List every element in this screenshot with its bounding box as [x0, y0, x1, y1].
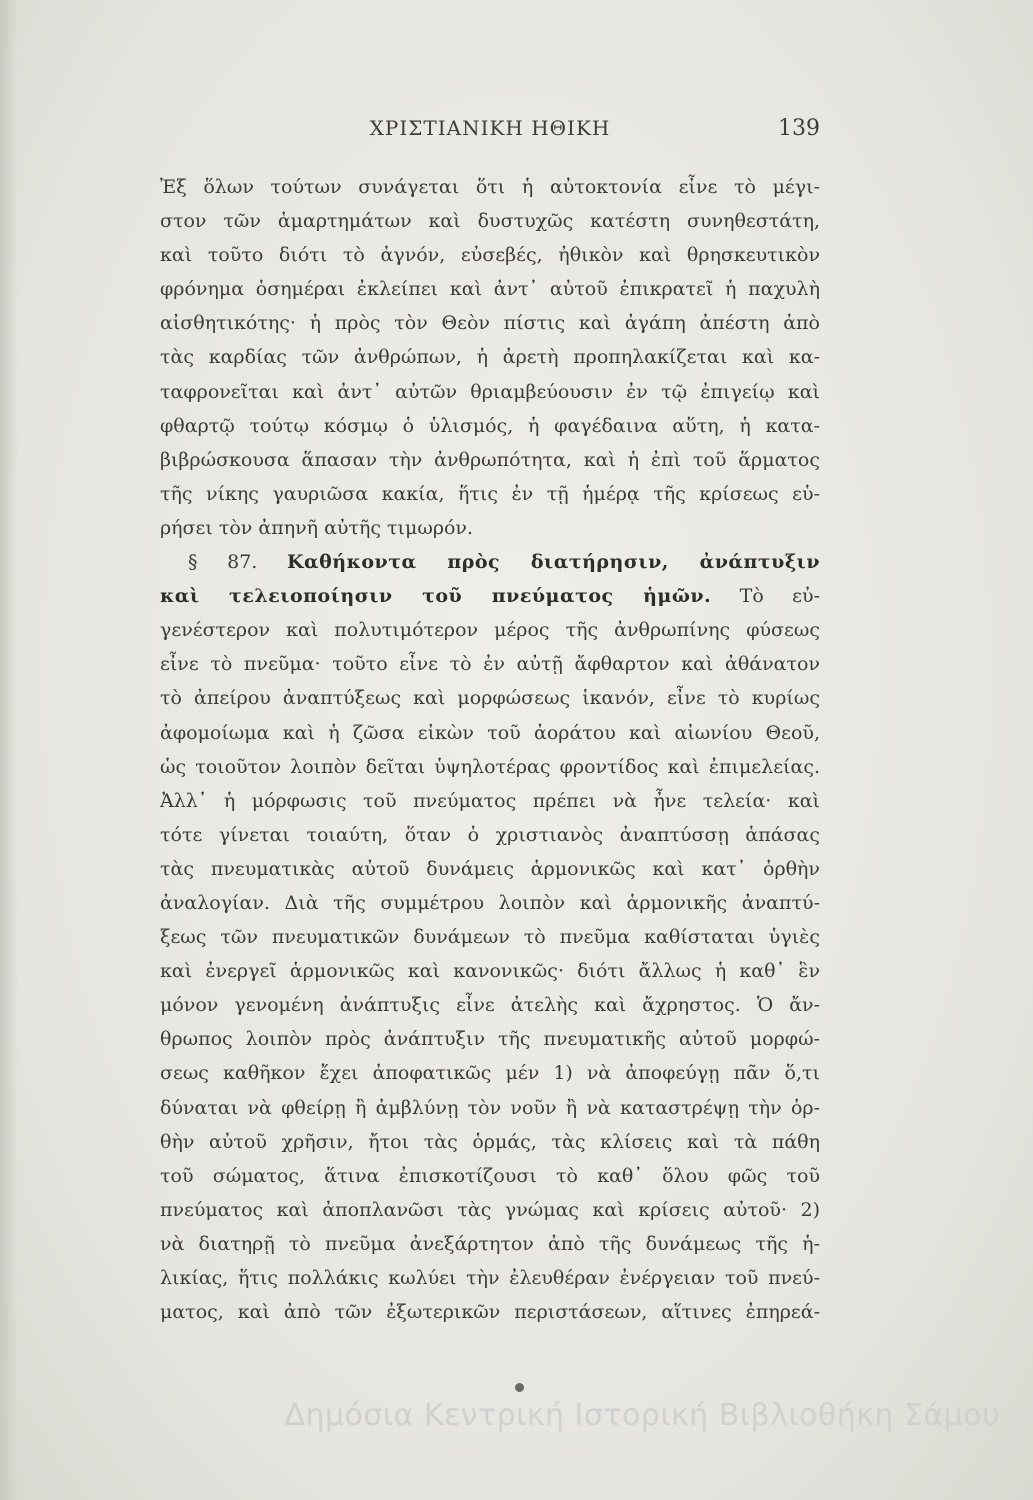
text-line: καὶ ἐνεργεῖ ἁρμονικῶς καὶ κανονικῶς· διότι ἄλλως ἡ καθ᾽ ἓν [160, 960, 820, 983]
text-line: καὶ τοῦτο διότι τὸ ἁγνόν, εὐσεβές, ἠθικὸν καὶ θρησκευτικὸν [160, 244, 820, 267]
text-line: Ἐξ ὅλων τούτων συνάγεται ὅτι ἡ αὐτοκτονία εἶνε τὸ μέγι- [160, 176, 820, 198]
text-line: λικίας, ἥτις πολλάκις κωλύει τὴν ἐλευθέραν ἐνέργειαν τοῦ πνεύ- [160, 1267, 820, 1289]
text-line: σεως καθῆκον ἔχει ἀποφατικῶς μέν 1) νὰ ἀποφεύγῃ πᾶν ὅ,τι [160, 1062, 820, 1085]
text-line: Ἀλλ᾽ ἡ μόρφωσις τοῦ πνεύματος πρέπει νὰ ἦνε τελεία· καὶ [160, 789, 820, 812]
text-line: πνεύματος καὶ ἀποπλανῶσι τὰς γνώμας καὶ κρίσεις αὐτοῦ· 2) [160, 1198, 820, 1221]
text-line: μόνον γενομένη ἀνάπτυξις εἶνε ἀτελὴς καὶ ἄχρηστος. Ὁ ἄν- [160, 994, 820, 1017]
text-line: τῆς νίκης γαυριῶσα κακία, ἥτις ἐν τῇ ἡμέρᾳ τῆς κρίσεως εὑ- [160, 482, 820, 505]
text-line: θὴν αὐτοῦ χρῆσιν, ἤτοι τὰς ὁρμάς, τὰς κλίσεις καὶ τὰ πάθη [160, 1130, 820, 1153]
section-title-part1: Καθήκοντα πρὸς διατήρησιν, ἀνάπτυξιν [287, 551, 820, 574]
text-line: νὰ διατηρῇ τὸ πνεῦμα ἀνεξάρτητον ἀπὸ τῆς δυνάμεως τῆς ἡ- [160, 1232, 820, 1255]
running-header [160, 116, 820, 146]
text-line: ἀφομοίωμα καὶ ἡ ζῶσα εἰκὼν τοῦ ἀοράτου καὶ αἰωνίου Θεοῦ, [160, 721, 820, 744]
text-line: ρήσει τὸν ἀπηνῆ αὐτῆς τιμωρόν. [160, 516, 474, 539]
text-line: τοῦ σώματος, ἅτινα ἐπισκοτίζουσι τὸ καθ᾽ ὅλου φῶς τοῦ [160, 1164, 820, 1187]
section-number: § 87. [188, 551, 258, 574]
body-text [160, 170, 820, 1329]
text-line: δύναται νὰ φθείρῃ ἢ ἀμβλύνῃ τὸν νοῦν ἢ νὰ καταστρέψῃ τὴν ὀρ- [160, 1096, 820, 1119]
text-line: βιβρώσκουσα ἅπασαν τὴν ἀνθρωπότητα, καὶ ἡ ἐπὶ τοῦ ἅρματος [160, 448, 820, 471]
text-line: εἶνε τὸ πνεῦμα· τοῦτο εἶνε τὸ ἐν αὐτῇ ἄφθαρτον καὶ ἀθάνατον [160, 653, 820, 676]
text-line: τότε γίνεται τοιαύτη, ὅταν ὁ χριστιανὸς ἀναπτύσσῃ ἁπάσας [160, 823, 820, 846]
text-line: ἀναλογίαν. Διὰ τῆς συμμέτρου λοιπὸν καὶ ἁρμονικῆς ἀναπτύ- [160, 891, 820, 914]
text-line: φθαρτῷ τούτῳ κόσμῳ ὁ ὑλισμός, ἡ φαγέδαινα αὕτη, ἡ κατα- [160, 414, 820, 437]
text-line: ὡς τοιοῦτον λοιπὸν δεῖται ὑψηλοτέρας φροντίδος καὶ ἐπιμελείας. [160, 755, 820, 778]
text-line: τὸ ἀπείρου ἀναπτύξεως καὶ μορφώσεως ἱκανόν, εἶνε τὸ κυρίως [160, 687, 820, 710]
text-line: φρόνημα ὁσημέραι ἐκλείπει καὶ ἀντ᾽ αὐτοῦ ἐπικρατεῖ ἡ παχυλὴ [160, 278, 820, 301]
text-line: ματος, καὶ ἀπὸ τῶν ἐξωτερικῶν περιστάσεων, αἵτινες ἐπηρεά- [160, 1301, 820, 1324]
text-line: στον τῶν ἁμαρτημάτων καὶ δυστυχῶς κατέστη συνηθεστάτη, [160, 210, 820, 233]
page-number: 139 [778, 116, 820, 141]
text-line: τὰς πνευματικὰς αὐτοῦ δυνάμεις ἁρμονικῶς καὶ κατ᾽ ὀρθὴν [160, 857, 820, 880]
running-title: ΧΡΙΣΤΙΑΝΙΚΗ ΗΘΙΚΗ [369, 116, 611, 140]
text-line: θρωπος λοιπὸν πρὸς ἀνάπτυξιν τῆς πνευματικῆς αὐτοῦ μορφώ- [160, 1028, 820, 1051]
section-continuation: Τὸ εὐ- [739, 585, 820, 608]
text-line: τὰς καρδίας τῶν ἀνθρώπων, ἡ ἀρετὴ προπηλακίζεται καὶ κα- [160, 346, 820, 369]
section-heading-line-1 [160, 545, 820, 579]
section-title-part2: καὶ τελειοποίησιν τοῦ πνεύματος ἡμῶν. [160, 585, 712, 608]
library-watermark: Δημόσια Κεντρική Ιστορική Βιβλιοθήκη Σάμου [284, 1398, 1000, 1433]
page-edge-shadow [0, 0, 18, 1500]
text-line: ξεως τῶν πνευματικῶν δυνάμεων τὸ πνεῦμα καθίσταται ὑγιὲς [160, 926, 820, 949]
ink-dot [515, 1383, 524, 1392]
section-heading-line-2 [160, 579, 820, 613]
text-line: γενέστερον καὶ πολυτιμότερον μέρος τῆς ἀνθρωπίνης φύσεως [160, 619, 820, 642]
text-line: ταφρονεῖται καὶ ἀντ᾽ αὐτῶν θριαμβεύουσιν ἐν τῷ ἐπιγείῳ καὶ [160, 380, 820, 403]
text-line: αἰσθητικότης· ἡ πρὸς τὸν Θεὸν πίστις καὶ ἀγάπη ἀπέστη ἀπὸ [160, 312, 820, 335]
